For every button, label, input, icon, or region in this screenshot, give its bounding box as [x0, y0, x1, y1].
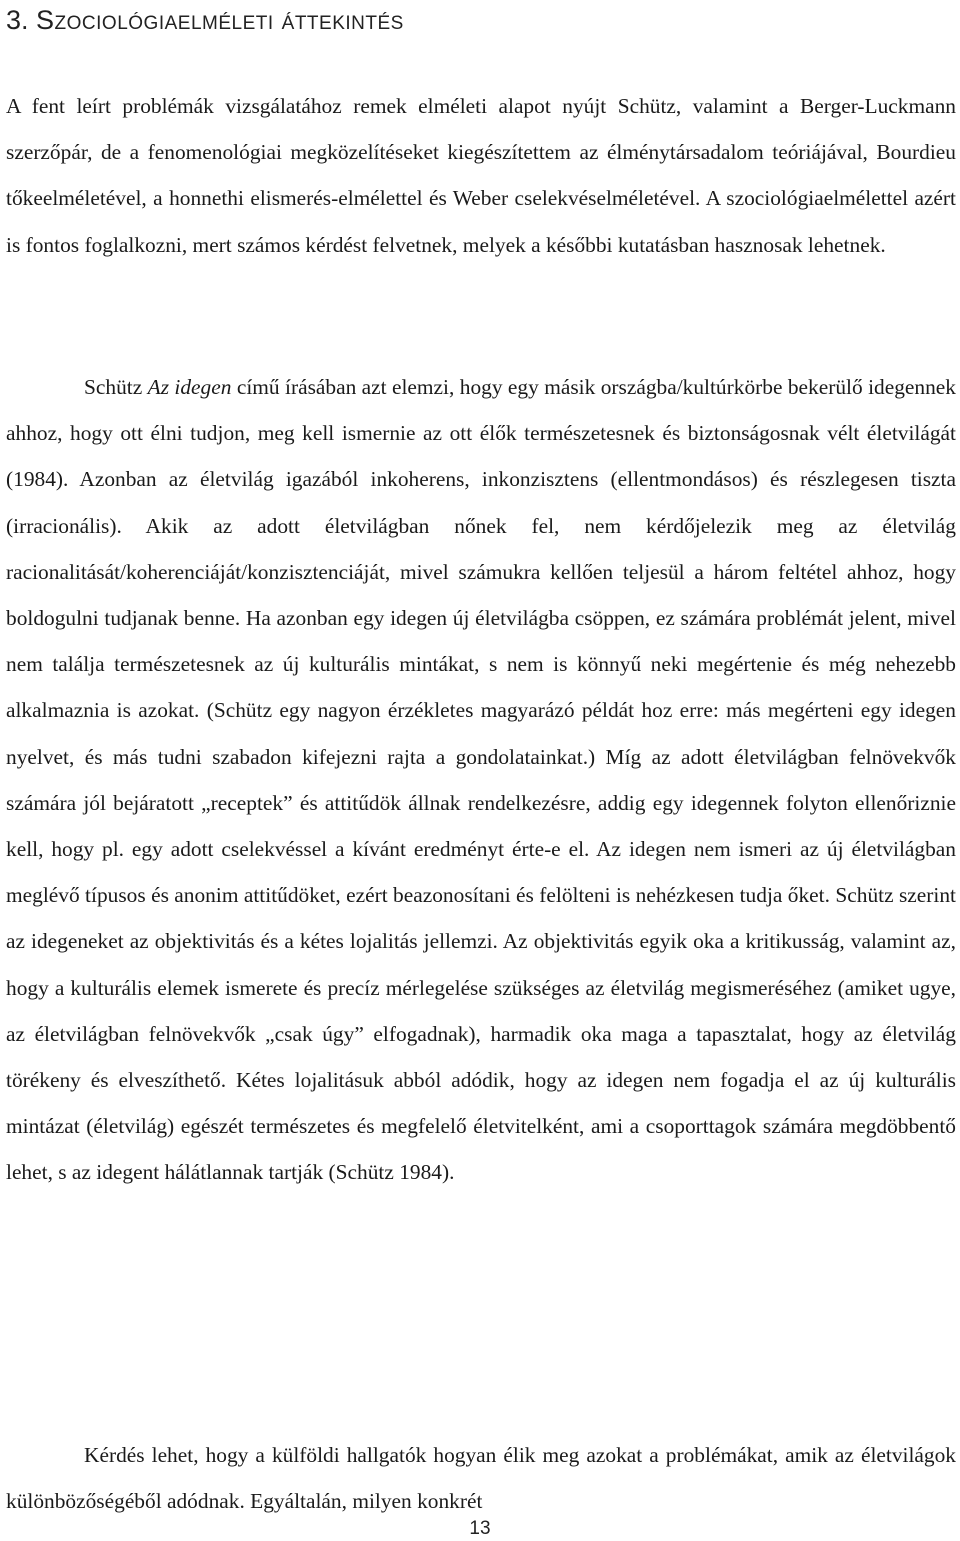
section-title: Szociológiaelméleti áttekintés	[36, 5, 404, 35]
paragraph-schutz-body: című írásában azt elemzi, hogy egy másik országba/kultúrkörbe bekerülő idegennek ahhoz, hogy ott élni tudjon, meg kell ismernie az ott élők természetesnek és biztonságosnak vélt életvilágát (1984). Azonban az életvilág igazából inkoherens, inkonzisztens (ellentmondásos) és részlegesen tiszta (irracionális). Akik az adott életvilágban nőnek fel, nem kérdőjelezik meg az életvilág racionalitását/koherenciáját/konzisztenciáját, mivel számukra kellően teljesül a három feltétel ahhoz, hogy boldogulni tudjanak benne. Ha azonban egy idegen új életvilágba csöppen, ez számára problémát jelent, mivel nem találja természetesnek az új kulturális mintákat, s nem is könnyű neki megértenie és még nehezebb alkalmaznia is azokat. (Schütz egy nagyon érzékletes magyarázó példát hoz erre: más megérteni egy idegen nyelvet, és más tudni szabadon kifejezni rajta a gondolatainkat.) Míg az adott életvilágban felnövekvők számára jól bejáratott „receptek” és attitűdök állnak rendelkezésre, addig egy idegennek folyton ellenőriznie kell, hogy pl. egy adott cselekvéssel a kívánt eredményt érte-e el. Az idegen nem ismeri az új életvilágban meglévő típusos és anonim attitűdöket, ezért beazonosítani és felölteni is nehézkesen tudja őket. Schütz szerint az idegeneket az objektivitás és a kétes lojalitás jellemzi. Az objektivitás egyik oka a kritikusság, valamint az, hogy a kulturális elemek ismerete és precíz mérlegelése szükséges az életvilág megismeréséhez (amiket ugye, az életvilágban felnövekvők „csak úgy” elfogadnak), harmadik oka maga a tapasztalat, hogy az életvilág törékeny és elveszíthető. Kétes lojalitásuk abból adódik, hogy az idegen nem fogadja el az új kulturális mintázat (életvilág) egészét természetes és megfelelő életvitelként, ami a csoporttagok számára megdöbbentő lehet, s az idegent hálátlannak tartják (Schütz 1984).	[6, 375, 956, 1185]
section-heading	[6, 0, 956, 40]
paragraph-question: Kérdés lehet, hogy a külföldi hallgatók hogyan élik meg azokat a problémákat, amik az életvilágok különbözőségéből adódnak. Egyáltalán, milyen konkrét	[6, 1443, 956, 1514]
paragraph-schutz	[6, 364, 956, 1196]
paragraph-schutz-lead: Schütz	[84, 375, 148, 399]
section-number: 3.	[6, 5, 37, 35]
book-title: Az idegen	[147, 375, 232, 399]
page-number: 13	[469, 1518, 491, 1539]
paragraph-intro: A fent leírt problémák vizsgálatához remek elméleti alapot nyújt Schütz, valamint a Berger-Luckmann szerzőpár, de a fenomenológiai megközelítéseket kiegészítettem az élménytársadalom teóriájával, Bourdieu tőkeelméletével, a honnethi elismerés-elmélettel és Weber cselekvéselméletével. A szociológiaelmélettel azért is fontos foglalkozni, mert számos kérdést felvetnek, melyek a későbbi kutatásban hasznosak lehetnek.	[6, 94, 956, 257]
